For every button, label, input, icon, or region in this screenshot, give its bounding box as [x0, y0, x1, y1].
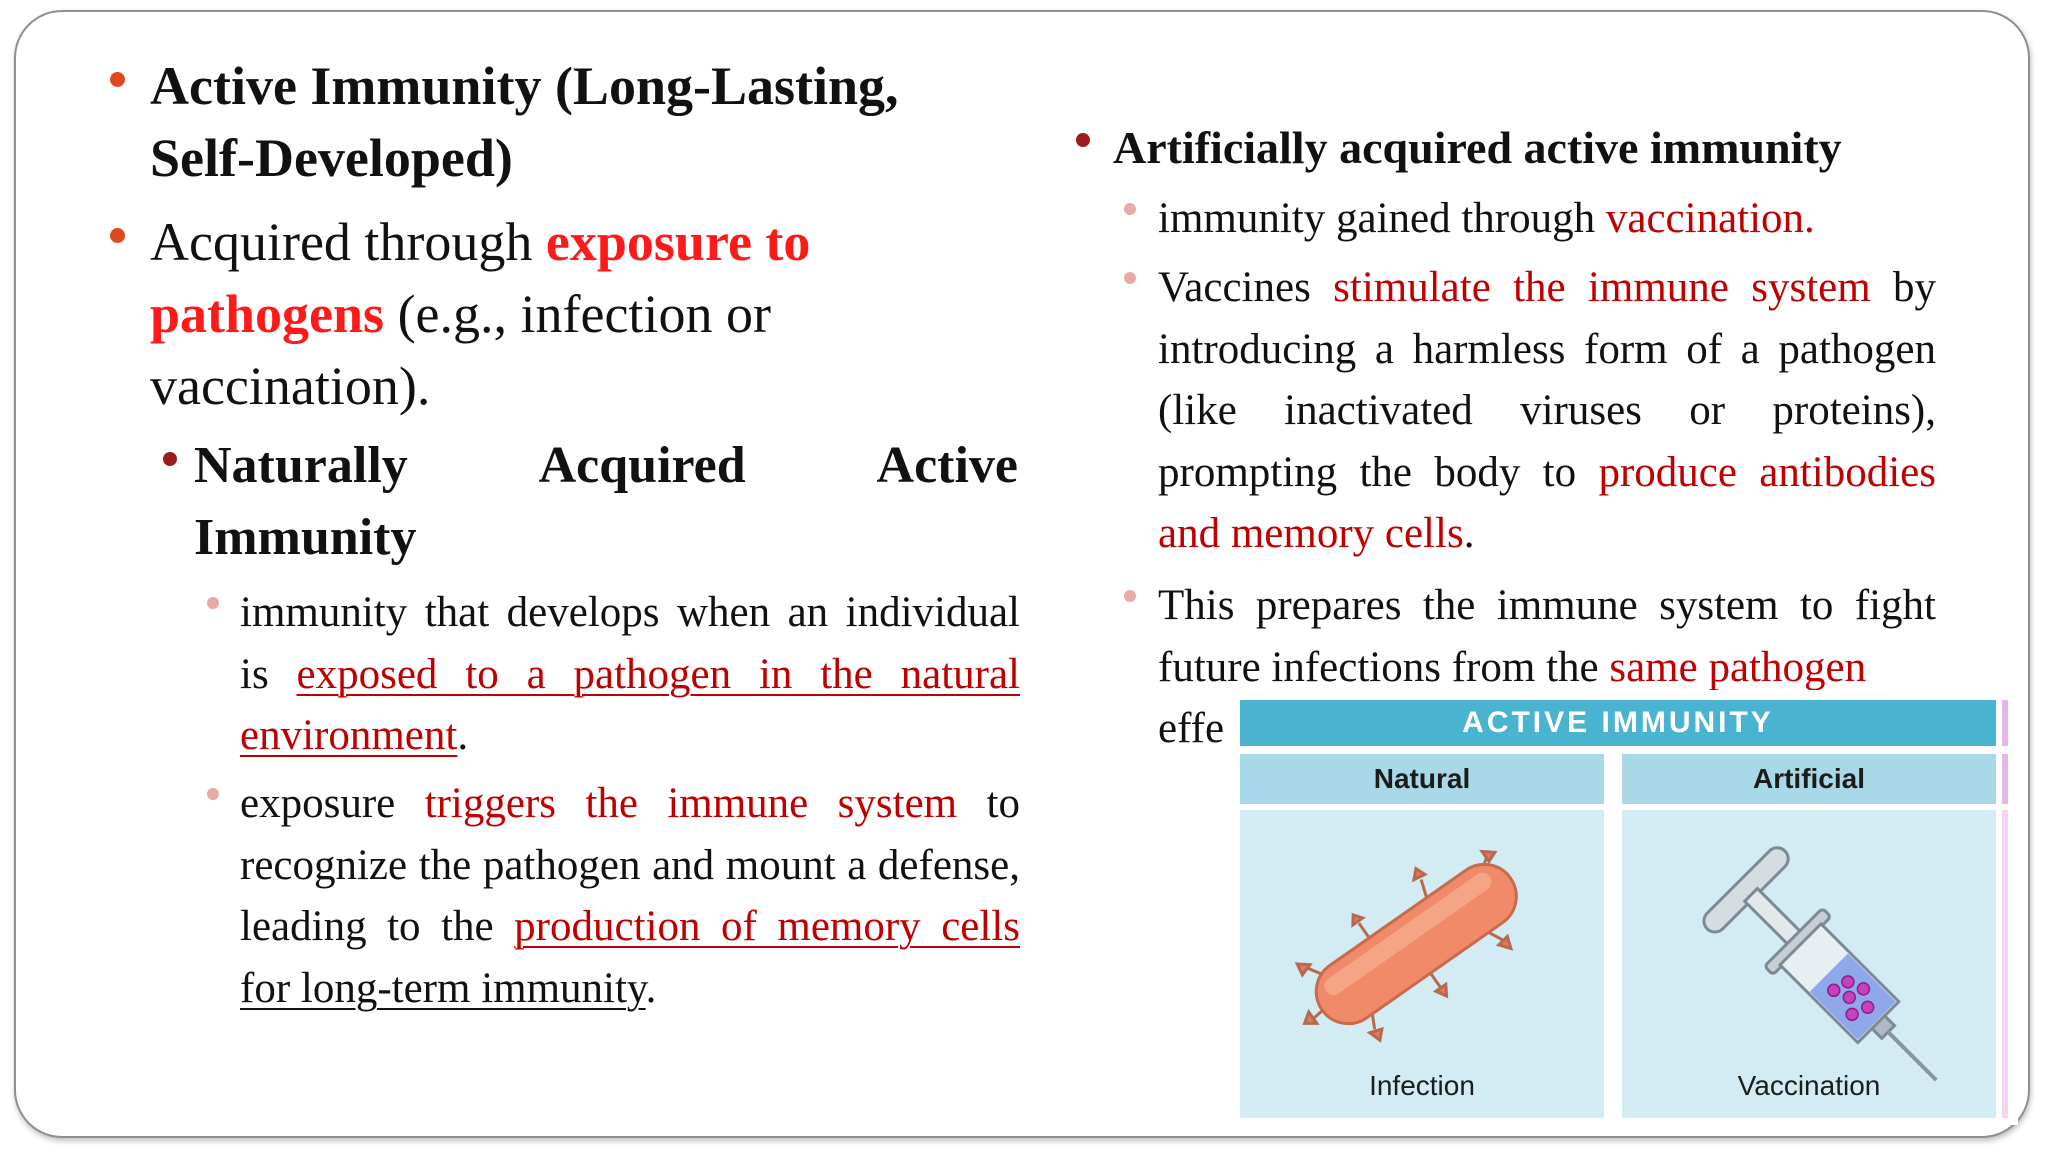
text-run: by introducing a harmless form of a pathogen (like inactivated viruses or proteins), prompting the body to [1158, 264, 1936, 496]
acquired-line-3: vaccination). [150, 356, 431, 416]
acquired-line-1 [150, 206, 1030, 278]
naturally-acquired-heading [194, 430, 1018, 574]
natural-panel [1240, 810, 1604, 1118]
text-run: This prepares the immune system to fight future infections from the [1158, 582, 1936, 691]
figure-edge-strip [2002, 700, 2008, 746]
text-run: immunity gained through [1158, 195, 1606, 242]
natural-point-2 [240, 773, 1020, 1019]
same-pathogen-highlight: same pathogen [1609, 643, 1867, 691]
exposed-link[interactable]: exposed to a pathogen in the natural environment [240, 650, 1020, 759]
figure-header: ACTIVE IMMUNITY [1240, 700, 1996, 746]
text-run: . [457, 712, 469, 759]
natural-column-header: Natural [1240, 754, 1604, 804]
text-run: . [1463, 510, 1475, 557]
bullet-dot [110, 72, 125, 87]
heading-line-2: Self-Developed) [150, 128, 513, 188]
bullet-dot [1076, 133, 1090, 147]
pathogens-highlight: pathogens [150, 284, 385, 344]
text-run-cut: effe [1158, 705, 1225, 752]
artificial-point-1 [1158, 188, 1936, 250]
figure-edge-strip [2002, 810, 2008, 1118]
artificial-point-2 [1158, 257, 1936, 565]
natural-point-1 [240, 582, 1020, 767]
exposure-highlight: exposure to [545, 212, 811, 272]
bullet-dot [1124, 272, 1136, 284]
acquired-prefix: Acquired through [150, 212, 546, 272]
title-word: Active [876, 437, 1018, 494]
antibodies-highlight: produce antibodies and memory cells [1158, 448, 1936, 557]
title-word: Naturally [194, 437, 408, 494]
active-immunity-heading [150, 50, 1030, 194]
bullet-dot [1124, 590, 1136, 602]
artificial-heading: Artificially acquired active immunity [1113, 122, 1842, 173]
artificial-column-header: Artificial [1622, 754, 1996, 804]
infection-caption: Infection [1369, 1070, 1475, 1101]
active-immunity-figure [1228, 690, 2018, 1125]
bullet-dot [207, 597, 219, 609]
text-run: immunity that develops when an individual is [240, 589, 1020, 698]
vaccination-caption: Vaccination [1737, 1070, 1881, 1101]
triggers-highlight: triggers the immune system [424, 780, 958, 827]
title-line-2: Immunity [194, 509, 417, 566]
bullet-dot [207, 788, 219, 800]
memory-cells-link[interactable]: production of memory cells [514, 903, 1021, 950]
naturally-acquired-row [194, 430, 1018, 502]
text-run: to recognize the pathogen and mount a defense, leading to the [240, 780, 1020, 950]
stimulate-highlight: stimulate the immune system [1333, 264, 1871, 311]
text-run: . [645, 964, 657, 1012]
bullet-dot [163, 452, 177, 466]
title-word: Acquired [538, 437, 746, 494]
vaccination-highlight: vaccination. [1605, 195, 1815, 242]
acquired-line-2 [150, 278, 1030, 350]
figure-edge-strip [2002, 754, 2008, 804]
artificial-panel [1622, 810, 1996, 1118]
acquired-suffix-1: (e.g., infection or [384, 284, 771, 344]
bullet-dot [1124, 203, 1136, 215]
text-run: exposure [240, 780, 425, 827]
heading-line-1: Active Immunity (Long-Lasting, [150, 56, 899, 116]
acquired-through-text [150, 206, 1030, 422]
text-run: Vaccines [1158, 264, 1334, 311]
long-term-underlined: for long-term immunity [240, 964, 646, 1012]
bullet-dot [110, 228, 125, 243]
